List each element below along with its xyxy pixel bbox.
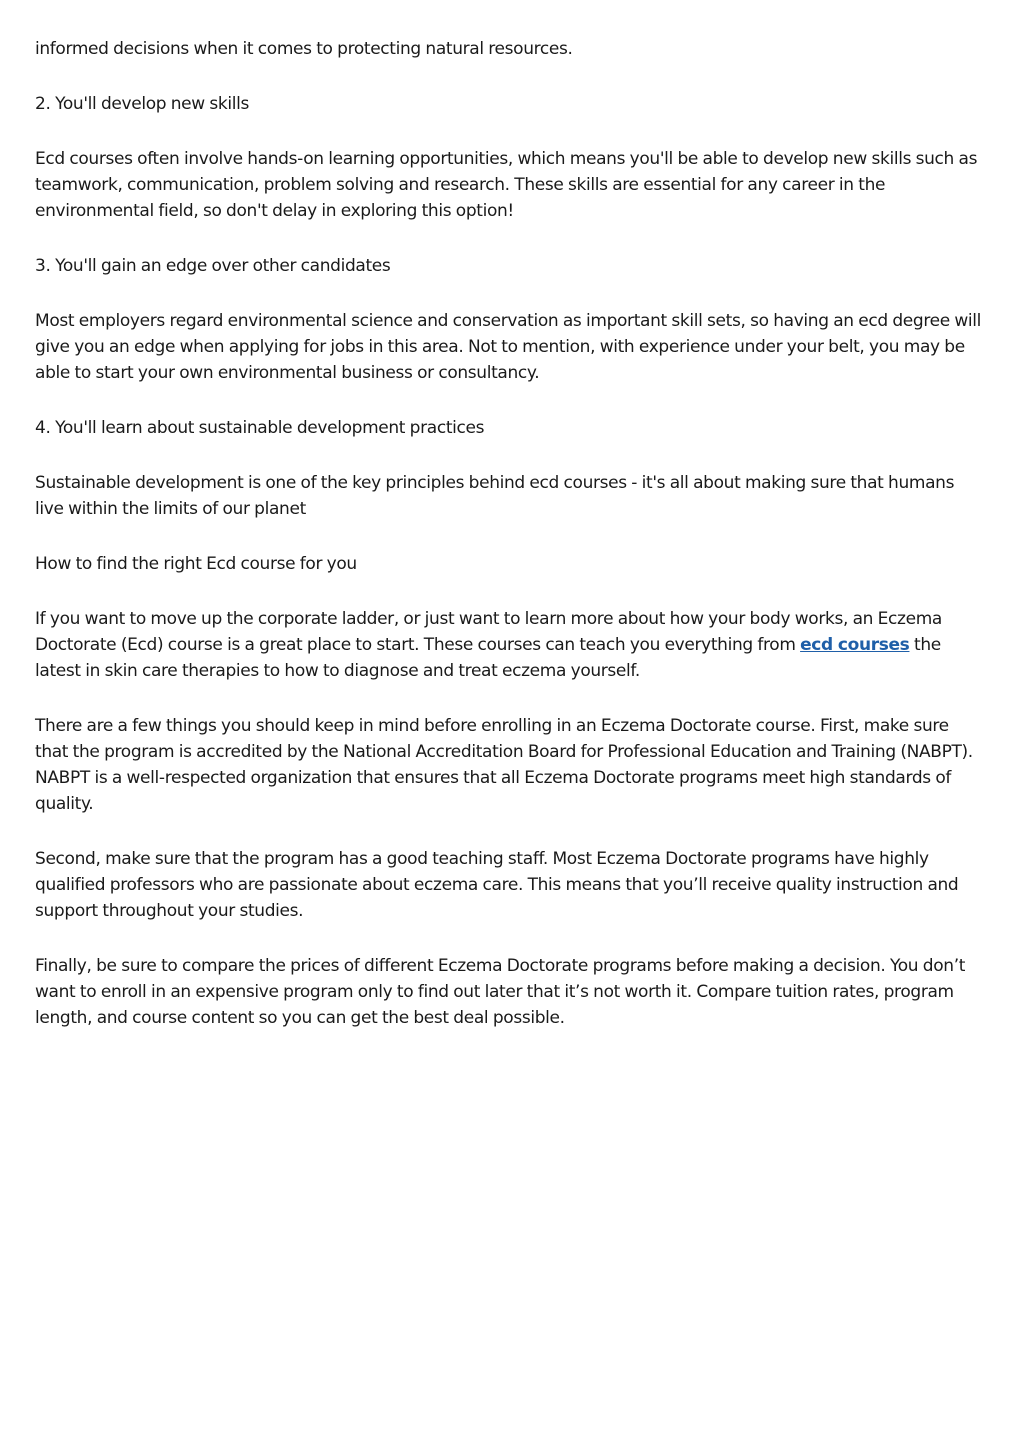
- paragraph-corporate-ladder: [35, 606, 985, 684]
- ecd-courses-link[interactable]: ecd courses: [800, 635, 910, 655]
- heading-find-course: How to find the right Ecd course for you: [35, 554, 357, 574]
- paragraph-text-before-link: If you want to move up the corporate ladder, or just want to learn more about how your body works, an Eczema Doctorate (Ecd) course is a great place to start. These courses can teach you everything from: [35, 609, 942, 655]
- heading-sustainable: 4. You'll learn about sustainable development practices: [35, 418, 485, 438]
- paragraph-accreditation: There are a few things you should keep in mind before enrolling in an Eczema Doctorate course. First, make sure that the program is accredited by the National Accreditation Board for Professional Education and Training (NABPT). NABPT is a well-respected organization that ensures that all Eczema Doctorate programs meet high standards of quality.: [35, 716, 973, 814]
- paragraph-sustainable: Sustainable development is one of the key principles behind ecd courses - it's all about making sure that humans live within the limits of our planet: [35, 473, 955, 519]
- paragraph-skills: Ecd courses often involve hands-on learning opportunities, which means you'll be able to develop new skills such as teamwork, communication, problem solving and research. These skills are essential for any career in the environmental field, so don't delay in exploring this option!: [35, 149, 978, 221]
- paragraph-prices: Finally, be sure to compare the prices of different Eczema Doctorate programs before making a decision. You don’t want to enroll in an expensive program only to find out later that it’s not worth it. Compare tuition rates, program length, and course content so you can get the best deal possible.: [35, 956, 966, 1028]
- heading-develop-skills: 2. You'll develop new skills: [35, 94, 250, 114]
- paragraph-text-after-link: the latest in skin care therapies to how to diagnose and treat eczema yourself.: [35, 635, 941, 681]
- paragraph-resources: informed decisions when it comes to protecting natural resources.: [35, 39, 573, 59]
- paragraph-teaching-staff: Second, make sure that the program has a good teaching staff. Most Eczema Doctorate programs have highly qualified professors who are passionate about eczema care. This means that you’ll receive quality instruction and support throughout your studies.: [35, 849, 959, 921]
- heading-gain-edge: 3. You'll gain an edge over other candidates: [35, 256, 391, 276]
- paragraph-edge: Most employers regard environmental science and conservation as important skill sets, so having an ecd degree will give you an edge when applying for jobs in this area. Not to mention, with experience under your belt, you may be able to start your own environmental business or consultancy.: [35, 311, 982, 383]
- document-body: [35, 36, 985, 1060]
